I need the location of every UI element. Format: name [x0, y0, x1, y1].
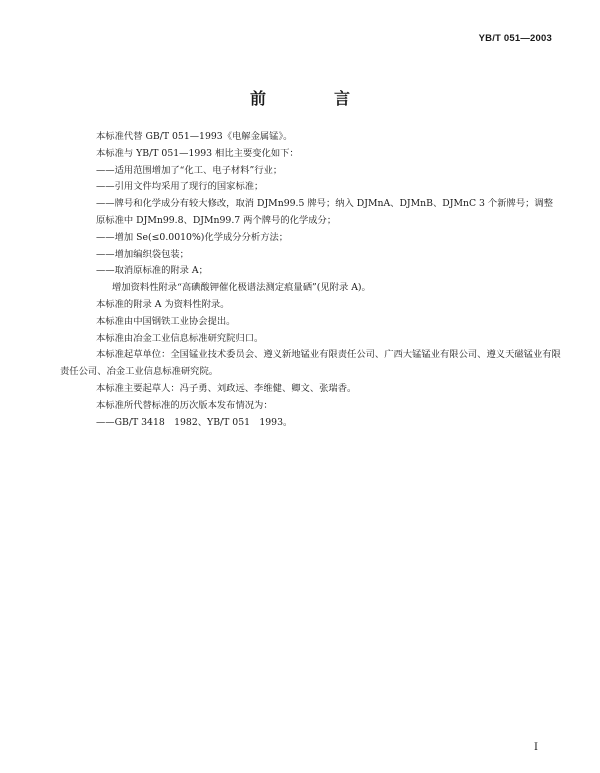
paragraph-drafting-units: 本标准起草单位：全国锰业技术委员会、遵义新地锰业有限责任公司、广西大锰锰业有限公司、遵义天磁锰业有限责任公司、冶金工业信息标准研究院。: [60, 349, 561, 378]
paragraph-annex-info: 本标准的附录 A 为资料性附录。: [96, 298, 230, 310]
change-item-packaging: ——增加编织袋包装；: [96, 248, 189, 260]
standard-code: YB/T 051—2003: [478, 33, 552, 44]
section-title: 前 言: [249, 89, 376, 108]
paragraph-changes-intro: 本标准与 YB/T 051—1993 相比主要变化如下：: [96, 147, 299, 159]
paragraph-drafters: 本标准主要起草人：冯子勇、刘政远、李维健、卿文、张瑞香。: [96, 382, 357, 394]
change-item-scope: ——适用范围增加了“化工、电子材料”行业；: [96, 164, 283, 176]
change-item-se-method: ——增加 Se(≤0.0010%)化学成分分析方法；: [96, 231, 289, 243]
change-item-grades: ——牌号和化学成分有较大修改，取消 DJMn99.5 牌号；纳入 DJMnA、DJMnB、DJMnC 3 个新牌号；调整原标准中 DJMn99.8、DJMn99.7 两个牌号的化学成分；: [96, 198, 554, 226]
foreword-body: [60, 129, 562, 431]
change-item-annex-removed: ——取消原标准的附录 A；: [96, 265, 208, 277]
paragraph-centralized: 本标准由冶金工业信息标准研究院归口。: [96, 332, 264, 344]
paragraph-history-list: ——GB/T 3418 1982、YB/T 051 1993。: [96, 416, 293, 428]
paragraph-history-intro: 本标准所代替标准的历次版本发布情况为：: [96, 399, 273, 411]
page-number: I: [534, 742, 538, 753]
paragraph-proposer: 本标准由中国钢铁工业协会提出。: [96, 315, 236, 327]
change-item-references: ——引用文件均采用了现行的国家标准；: [96, 181, 264, 193]
paragraph-replaces: 本标准代替 GB/T 051—1993《电解金属锰》。: [96, 131, 293, 142]
change-item-annex-added: 增加资料性附录“高碘酸钾催化极谱法测定痕量硒”(见附录 A)。: [112, 282, 371, 294]
